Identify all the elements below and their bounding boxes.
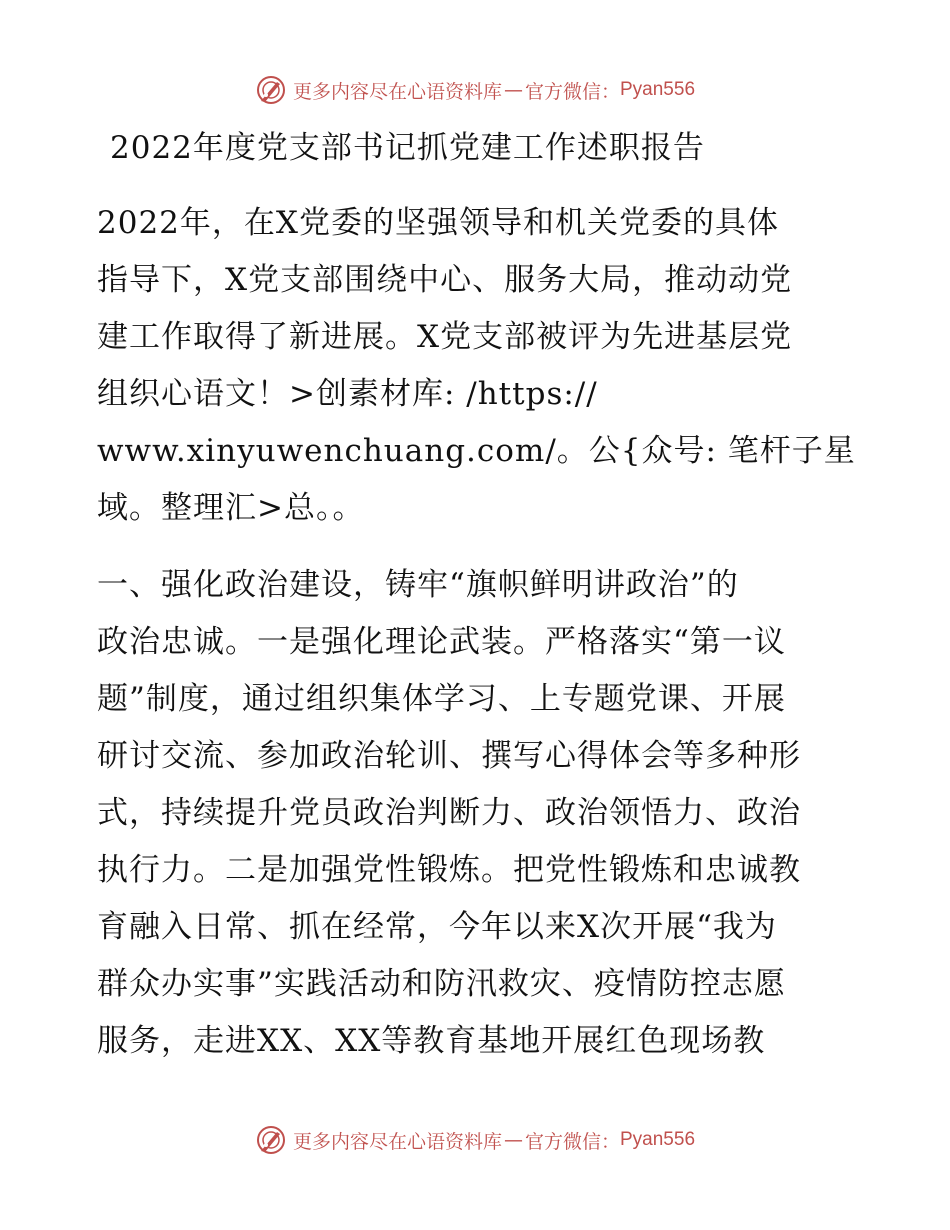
document-title: 2022年度党支部书记抓党建工作述职报告 (110, 130, 705, 166)
quill-seal-icon (255, 1124, 287, 1156)
text-line: 研讨交流、参加政治轮训、撰写心得体会等多种形 (97, 738, 801, 774)
watermark-dash: — (503, 1129, 523, 1151)
watermark-dash: — (503, 79, 523, 101)
text-line: 执行力。二是加强党性锻炼。把党性锻炼和忠诚教 (97, 852, 801, 888)
text-line: 2022年，在X党委的坚强领导和机关党委的具体 (97, 205, 779, 241)
paragraph-intro (97, 195, 857, 537)
text-line: 建工作取得了新进展。X党支部被评为先进基层党 (97, 319, 793, 355)
text-line: 服务，走进XX、XX等教育基地开展红色现场教 (97, 1023, 766, 1059)
text-line: 域。整理汇>总。。 (97, 490, 365, 526)
watermark-id: Pyan556 (620, 79, 696, 100)
paragraph-section-one (97, 557, 857, 1070)
header-watermark (0, 74, 950, 106)
footer-watermark (0, 1124, 950, 1156)
watermark-text: 更多内容尽在心语资料库 (292, 1130, 502, 1153)
text-line: 题”制度，通过组织集体学习、上专题党课、开展 (97, 681, 786, 717)
text-line: 组织心语文！>创素材库: /https:// (97, 376, 598, 412)
text-line: 一、强化政治建设，铸牢“旗帜鲜明讲政治”的 (97, 567, 739, 603)
text-line: 式，持续提升党员政治判断力、政治领悟力、政治 (97, 795, 801, 831)
watermark-text: 更多内容尽在心语资料库 (292, 80, 502, 103)
watermark-id: Pyan556 (620, 1129, 696, 1150)
text-line: 指导下，X党支部围绕中心、服务大局，推动动党 (97, 262, 793, 298)
quill-seal-icon (255, 74, 287, 106)
watermark-sub: 官方微信： (524, 1130, 620, 1153)
text-line: 育融入日常、抓在经常，今年以来X次开展“我为 (97, 909, 777, 945)
text-line: www.xinyuwenchuang.com/。公{众号: 笔杆子星 (97, 433, 856, 469)
text-line: 政治忠诚。一是强化理论武装。严格落实“第一议 (97, 624, 786, 660)
watermark-sub: 官方微信： (524, 80, 620, 103)
text-line: 群众办实事”实践活动和防汛救灾、疫情防控志愿 (97, 966, 786, 1002)
